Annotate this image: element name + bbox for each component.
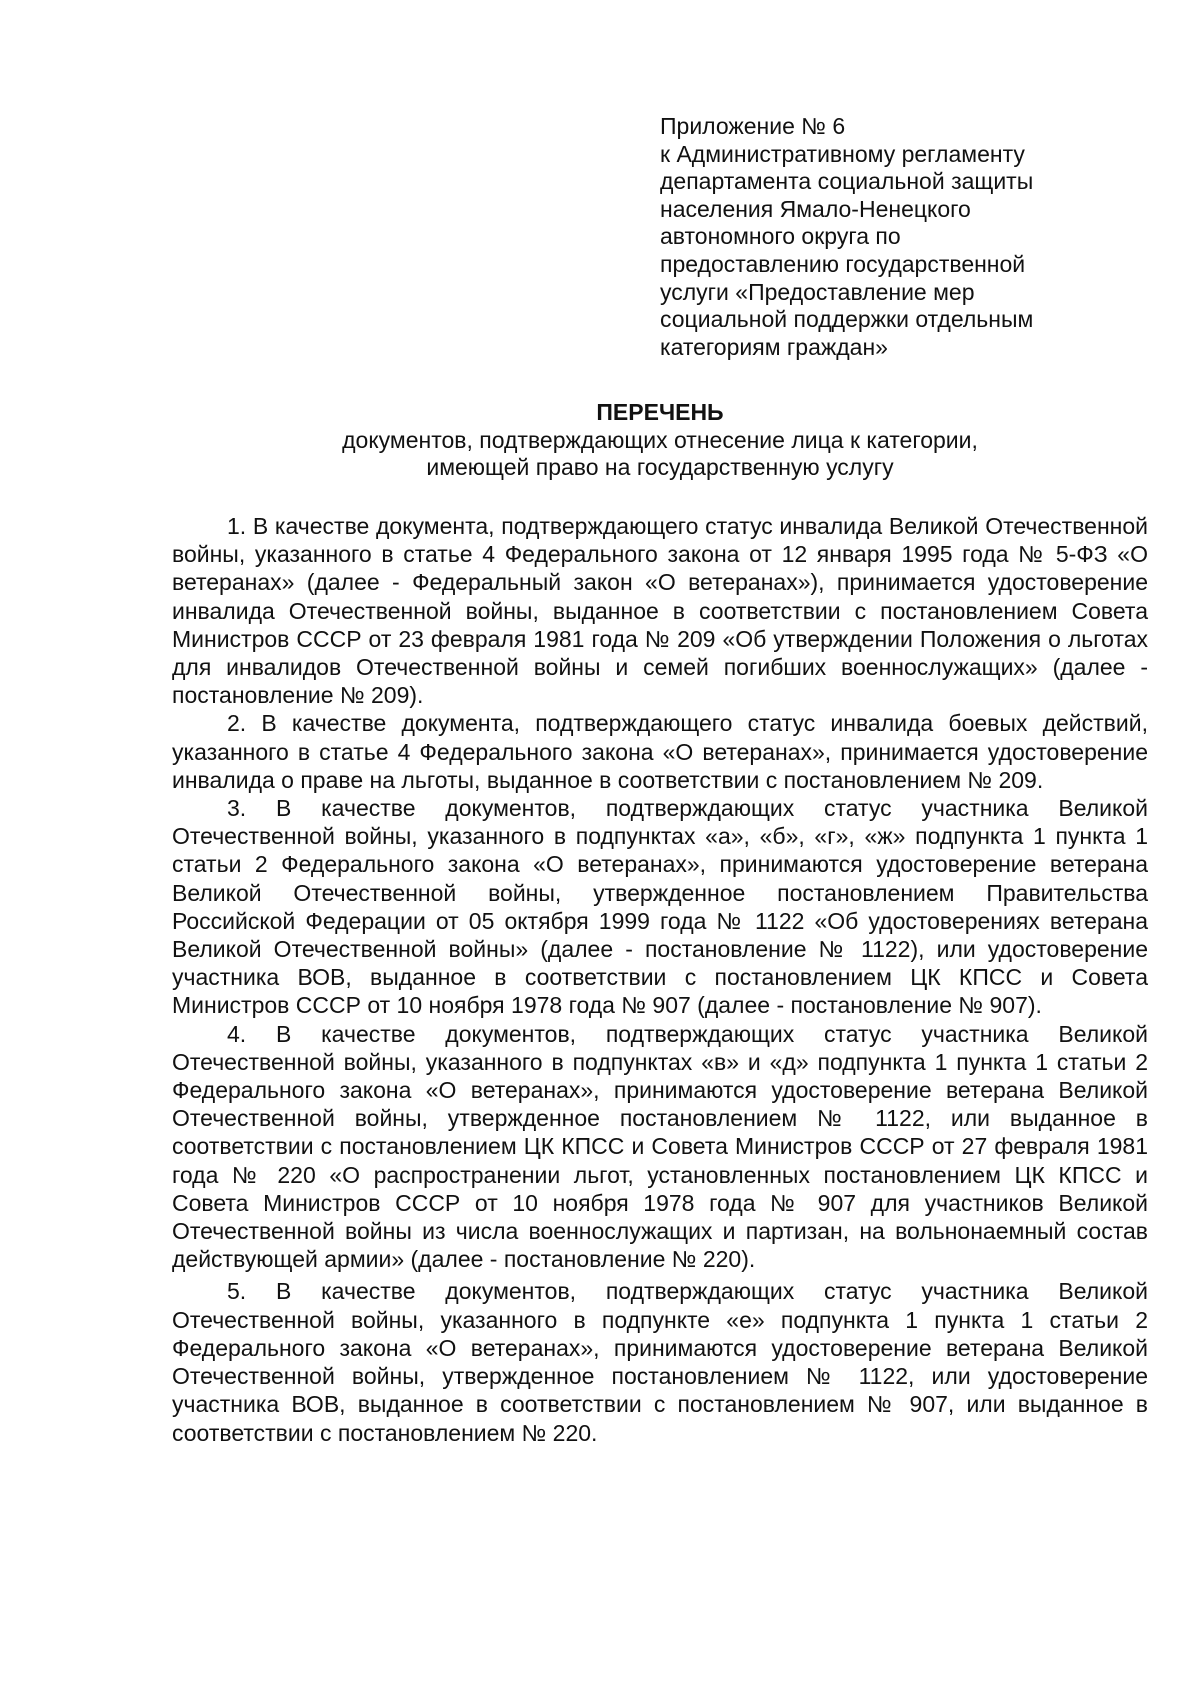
- document-subtitle-line: имеющей право на государственную услугу: [426, 454, 894, 481]
- paragraph-5: 5. В качестве документов, подтверждающих статус участника Великой Отечественной войны, указанного в подпункте «е» подпункта 1 пункта 1 статьи 2 Федерального закона «О ветеранах», принимаются удостоверение ветерана Великой Отечественной войны, утвержденное постановлением № 1122, или удостоверение участника ВОВ, выданное в соответствии с постановлением № 907, или выданное в соответствии с постановлением № 220.: [172, 1278, 1148, 1446]
- appendix-line: категориям граждан»: [660, 333, 888, 360]
- appendix-line: предоставлению государственной: [660, 250, 1026, 277]
- paragraph-4: 4. В качестве документов, подтверждающих статус участника Великой Отечественной войны, указанного в подпунктах «в» и «д» подпункта 1 пункта 1 статьи 2 Федерального закона «О ветеранах», принимаются удостоверение ветерана Великой Отечественной войны, утвержденное постановлением № 1122, или выданное в соответствии с постановлением ЦК КПСС и Совета Министров СССР от 27 февраля 1981 года № 220 «О распространении льгот, установленных постановлением ЦК КПСС и Совета Министров СССР от 10 ноября 1978 года № 907 для участников Великой Отечественной войны из числа военнослужащих и партизан, на вольнонаемный состав действующей армии» (далее - постановление № 220).: [172, 1020, 1148, 1273]
- document-body: [172, 512, 1148, 1447]
- document-title: ПЕРЕЧЕНЬ: [596, 399, 724, 425]
- appendix-line: автономного округа по: [660, 223, 901, 250]
- appendix-line: Приложение № 6: [660, 113, 846, 139]
- document-heading: [172, 399, 1148, 482]
- paragraph-2: 2. В качестве документа, подтверждающего статус инвалида боевых действий, указанного в статье 4 Федерального закона «О ветеранах», принимается удостоверение инвалида о праве на льготы, выданное в соответствии с постановлением № 209.: [172, 710, 1148, 793]
- paragraph-3: 3. В качестве документов, подтверждающих статус участника Великой Отечественной войны, указанного в подпунктах «а», «б», «г», «ж» подпункта 1 пункта 1 статьи 2 Федерального закона «О ветеранах», принимаются удостоверение ветерана Великой Отечественной войны, утвержденное постановлением Правительства Российской Федерации от 05 октября 1999 года № 1122 «Об удостоверениях ветерана Великой Отечественной войны» (далее - постановление № 1122), или удостоверение участника ВОВ, выданное в соответствии с постановлением ЦК КПСС и Совета Министров СССР от 10 ноября 1978 года № 907 (далее - постановление № 907).: [172, 795, 1148, 1019]
- document-subtitle-line: документов, подтверждающих отнесение лица к категории,: [342, 426, 978, 453]
- appendix-line: департамента социальной защиты: [660, 168, 1034, 195]
- appendix-line: социальной поддержки отдельным: [660, 306, 1034, 333]
- paragraph-1: 1. В качестве документа, подтверждающего статус инвалида Великой Отечественной войны, указанного в статье 4 Федерального закона от 12 января 1995 года № 5-ФЗ «О ветеранах» (далее - Федеральный закон «О ветеранах»), принимается удостоверение инвалида Отечественной войны, выданное в соответствии с постановлением Совета Министров СССР от 23 февраля 1981 года № 209 «Об утверждении Положения о льготах для инвалидов Отечественной войны и семей погибших военнослужащих» (далее - постановление № 209).: [172, 513, 1148, 709]
- appendix-line: населения Ямало-Ненецкого: [660, 195, 971, 222]
- appendix-header: [660, 113, 1100, 361]
- appendix-line: услуги «Предоставление мер: [660, 278, 975, 305]
- appendix-line: к Административному регламенту: [660, 140, 1025, 167]
